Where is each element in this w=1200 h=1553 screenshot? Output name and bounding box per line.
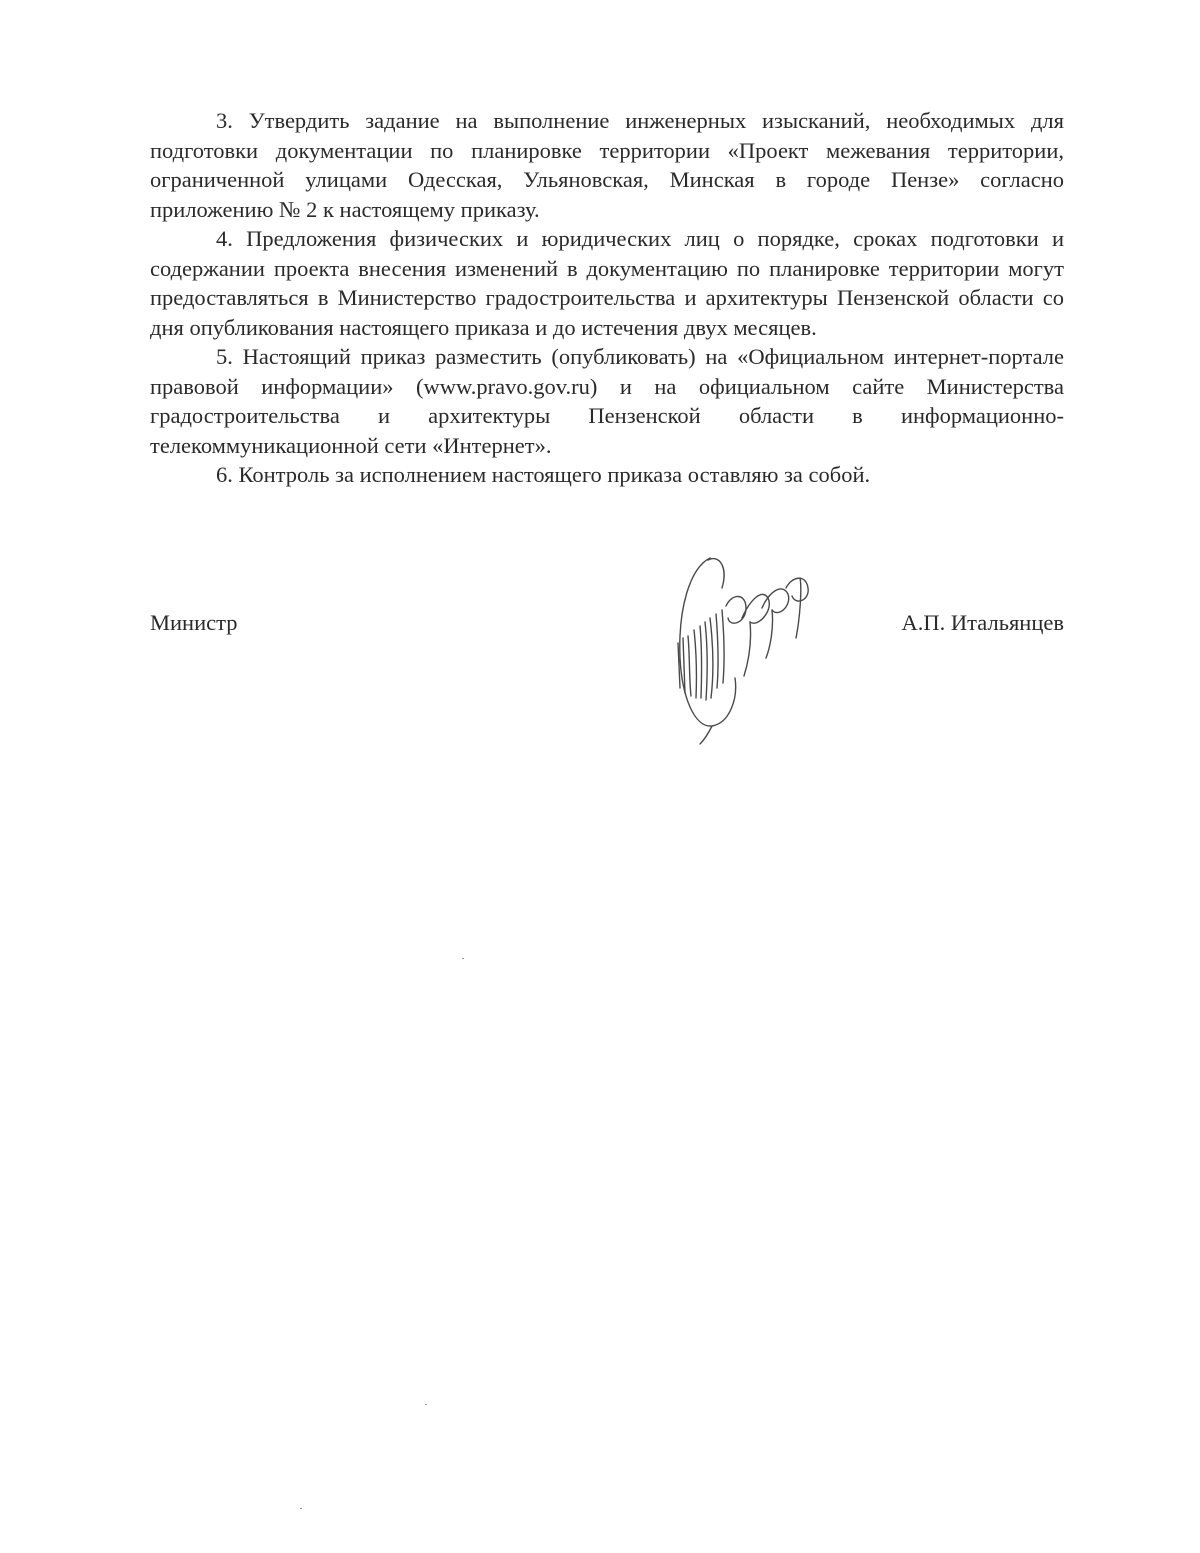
scan-speck <box>425 1404 427 1405</box>
scan-speck <box>300 1508 302 1509</box>
signer-title: Министр <box>150 610 238 635</box>
paragraph-3: 3. Утвердить задание на выполнение инженерных изысканий, необходимых для подготовки документации по планировке территории «Проект межевания территории, ограниченной улицами Одесская, Ульяновская, Минская в городе Пензе» согласно приложению № 2 к настоящему приказу. <box>150 108 1064 222</box>
handwritten-signature <box>650 548 840 748</box>
paragraph-5: 5. Настоящий приказ разместить (опубликовать) на «Официальном интернет-портале правовой информации» (www.pravo.gov.ru) и на официальном сайте Министерства градостроительства и архитектуры Пензенской области в информационно-телекоммуникационной сети «Интернет». <box>150 344 1064 458</box>
paragraph-6: 6. Контроль за исполнением настоящего приказа оставляю за собой. <box>216 462 871 487</box>
signer-name: А.П. Итальянцев <box>901 610 1064 635</box>
signature-block <box>150 610 1064 650</box>
order-body <box>150 106 1064 490</box>
paragraph-4: 4. Предложения физических и юридических лиц о порядке, сроках подготовки и содержании проекта внесения изменений в документацию по планировке территории могут предоставляться в Министерство градостроительства и архитектуры Пензенской области со дня опубликования настоящего приказа и до истечения двух месяцев. <box>150 226 1064 340</box>
scan-speck <box>462 958 464 959</box>
